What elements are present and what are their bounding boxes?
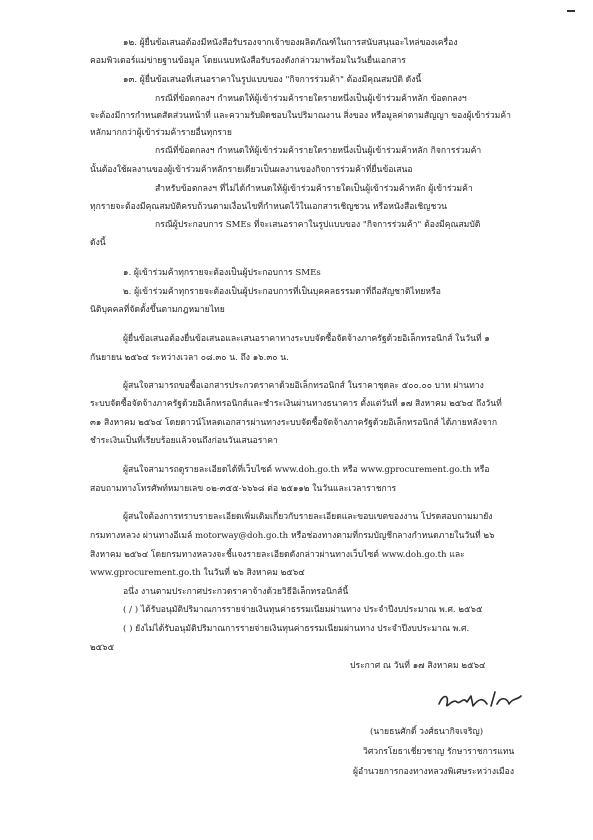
page-corner-mark xyxy=(567,10,575,12)
doc-line-7: กรณีที่ข้อตกลงฯ กำหนดให้ผู้เข้าร่วมค้ารายใดรายหนึ่งเป็นผู้เข้าร่วมค้าหลัก กิจการร่วมค้า xyxy=(155,146,482,156)
doc-line-10: ทุกรายจะต้องมีคุณสมบัติครบถ้วนตามเงื่อนไขที่กำหนดไว้ในเอกสารเชิญชวน หรือหนังสือเชิญชวน xyxy=(90,202,448,212)
doc-line-22: ผู้สนใจสามารถดูรายละเอียดได้ที่เว็บไซต์ www.doh.go.th หรือ www.gprocurement.go.th หรือ xyxy=(123,465,490,475)
signer-name: (นายธนศักดิ์ วงศ์ธนากิจเจริญ) xyxy=(370,727,484,737)
signer-office: ผู้อำนวยการกองทางหลวงพิเศษระหว่างเมือง xyxy=(353,767,515,777)
doc-line-6: หลักมากกว่าผู้เข้าร่วมค้ารายอื่นทุกราย xyxy=(90,128,232,138)
signature-image xyxy=(435,688,525,714)
doc-line-26: สิงหาคม ๒๕๖๔ โดยกรมทางหลวงจะชี้แจงรายละเอียดดังกล่าวผ่านทางเว็บไซต์ www.doh.go.th และ xyxy=(90,550,465,560)
doc-line-24: ผู้สนใจต้องการทราบรายละเอียดเพิ่มเติมเกี่ยวกับรายละเอียดและขอบเขตของงาน โปรดสอบถามมายัง xyxy=(123,512,493,522)
doc-line-18: ผู้สนใจสามารถขอซื้อเอกสารประกวดราคาด้วยอิเล็กทรอนิกส์ ในราคาชุดละ ๕๐๐.๐๐ บาท ผ่านทาง xyxy=(123,381,484,391)
doc-line-14: ๒. ผู้เข้าร่วมค้าทุกรายจะต้องเป็นผู้ประกอบการที่เป็นบุคคลธรรมดาที่ถือสัญชาติไทยหรือ xyxy=(123,287,441,297)
doc-line-15: นิติบุคคลที่จัดตั้งขึ้นตามกฎหมายไทย xyxy=(90,305,225,315)
doc-line-27: www.gprocurement.go.th ในวันที่ ๒๖ สิงหาคม ๒๕๖๔ xyxy=(90,568,305,578)
doc-line-4: กรณีที่ข้อตกลงฯ กำหนดให้ผู้เข้าร่วมค้ารายใดรายหนึ่งเป็นผู้เข้าร่วมค้าหลัก ข้อตกลงฯ xyxy=(155,94,467,104)
doc-line-16: ผู้ยื่นข้อเสนอต้องยื่นข้อเสนอและเสนอราคาทางระบบจัดซื้อจัดจ้างภาครัฐด้วยอิเล็กทรอนิกส์ ในวันที่ ๑ xyxy=(123,334,490,344)
doc-line-8: นั้นต้องใช้ผลงานของผู้เข้าร่วมค้าหลักรายเดียวเป็นผลงานของกิจการร่วมค้าที่ยื่นข้อเสนอ xyxy=(90,165,413,175)
doc-line-28: อนึ่ง งานตามประกาศประกวดราคาจ้างด้วยวิธีอิเล็กทรอนิกส์นี้ xyxy=(123,587,349,597)
doc-line-30: ( ) ยังไม่ได้รับอนุมัติปริมาณการรายจ่ายเงินทุนค่าธรรมเนียมผ่านทาง ประจำปีงบประมาณ พ.ศ. xyxy=(123,624,470,634)
doc-line-23: สอบถามทางโทรศัพท์หมายเลข ๐๒-๓๕๕-๖๖๖๘ ต่อ ๒๕๑๑๒ ในวันและเวลาราชการ xyxy=(90,484,397,494)
doc-line-20: ๓๑ สิงหาคม ๒๕๖๔ โดยดาวน์โหลดเอกสารผ่านทางระบบจัดซื้อจัดจ้างภาครัฐด้วยอิเล็กทรอนิกส์ ได้ภายหลังจาก xyxy=(90,418,498,428)
doc-line-5: จะต้องมีการกำหนดสัดส่วนหน้าที่ และความรับผิดชอบในปริมาณงาน สิ่งของ หรือมูลค่าตามสัญญา ของผู้เข้าร่วมค้า xyxy=(90,111,511,121)
doc-line-19: ระบบจัดซื้อจัดจ้างภาครัฐด้วยอิเล็กทรอนิกส์และชำระเงินผ่านทางธนาคาร ตั้งแต่วันที่ ๑๗ สิงหาคม ๒๕๖๔ ถึงวันที่ xyxy=(90,399,502,409)
doc-line-17: กันยายน ๒๕๖๔ ระหว่างเวลา ๐๘.๓๐ น. ถึง ๑๖.๓๐ น. xyxy=(90,353,289,363)
doc-line-1: ๑๒. ผู้ยื่นข้อเสนอต้องมีหนังสือรับรองจากเจ้าของผลิตภัณฑ์ในการสนับสนุนอะไหล่ของเครื่อง xyxy=(123,38,458,48)
signer-position: วิศวกรโยธาเชี่ยวชาญ รักษาราชการแทน xyxy=(363,747,515,757)
announcement-date: ประกาศ ณ วันที่ ๑๗ สิงหาคม ๒๕๖๔ xyxy=(350,661,486,671)
doc-line-11: กรณีผู้ประกอบการ SMEs ที่จะเสนอราคาในรูปแบบของ "กิจการร่วมค้า" ต้องมีคุณสมบัติ xyxy=(155,220,481,230)
doc-line-31: ๒๕๖๕ xyxy=(90,643,115,653)
doc-line-13: ๑. ผู้เข้าร่วมค้าทุกรายจะต้องเป็นผู้ประกอบการ SMEs xyxy=(123,268,321,278)
doc-line-3: ๑๓. ผู้ยื่นข้อเสนอที่เสนอราคาในรูปแบบของ "กิจการร่วมค้า" ต้องมีคุณสมบัติ ดังนี้ xyxy=(123,75,422,85)
doc-line-25: กรมทางหลวง ผ่านทางอีเมล์ motorway@doh.go.th หรือช่องทางตามที่กรมบัญชีกลางกำหนดภายในวันที่ ๒๖ xyxy=(90,531,495,541)
doc-line-29: ( / ) ได้รับอนุมัติปริมาณการรายจ่ายเงินทุนค่าธรรมเนียมผ่านทาง ประจำปีงบประมาณ พ.ศ. ๒๕๖๕ xyxy=(123,605,483,615)
doc-line-2: คอมพิวเตอร์แม่ข่ายฐานข้อมูล โดยแนบหนังสือรับรองดังกล่าวมาพร้อมในวันยื่นเอกสาร xyxy=(90,56,406,66)
doc-line-12: ดังนี้ xyxy=(90,238,106,248)
doc-line-21: ชำระเงินเป็นที่เรียบร้อยแล้วจนถึงก่อนวันเสนอราคา xyxy=(90,436,278,446)
doc-line-9: สำหรับข้อตกลงฯ ที่ไม่ได้กำหนดให้ผู้เข้าร่วมค้ารายใดเป็นผู้เข้าร่วมค้าหลัก ผู้เข้าร่วมค้า xyxy=(155,184,473,194)
